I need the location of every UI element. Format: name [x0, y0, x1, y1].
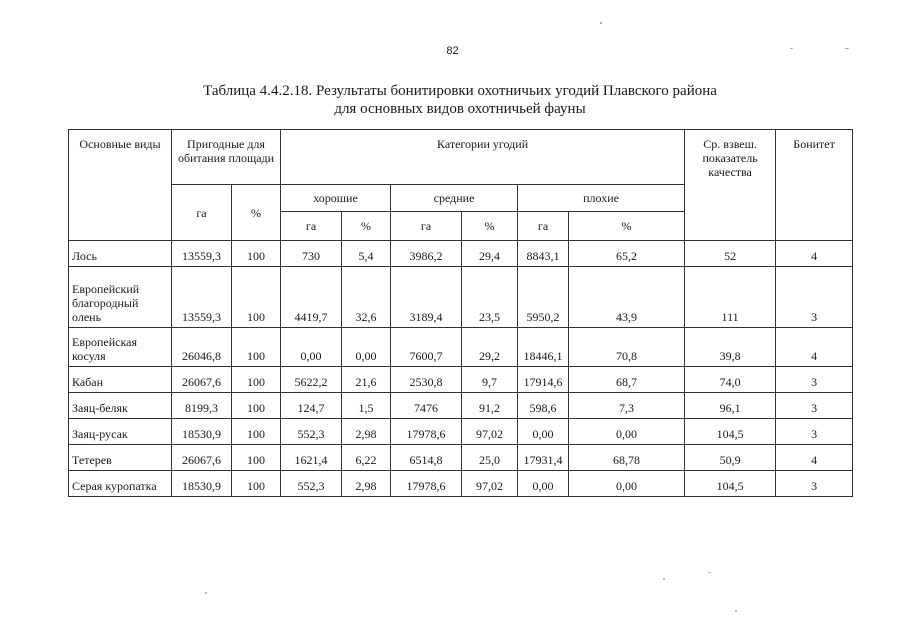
poor-pct-cell: 7,3	[569, 393, 685, 419]
area-pct-cell: 100	[232, 267, 281, 328]
medium-ha-cell: 3986,2	[391, 241, 462, 267]
medium-ha-cell: 2530,8	[391, 367, 462, 393]
table-row	[69, 419, 853, 445]
area-pct-cell: 100	[232, 445, 281, 471]
scan-speck	[600, 22, 602, 24]
scan-speck	[663, 578, 665, 580]
table-caption	[0, 82, 905, 118]
good-pct-cell: 1,5	[342, 393, 391, 419]
bonitet-cell: 3	[776, 367, 853, 393]
header-species: Основные виды	[69, 130, 172, 241]
medium-ha-cell: 3189,4	[391, 267, 462, 328]
poor-pct-cell: 68,78	[569, 445, 685, 471]
area-ha-cell: 18530,9	[172, 419, 232, 445]
quality-cell: 74,0	[685, 367, 776, 393]
medium-pct-cell: 29,4	[462, 241, 518, 267]
medium-pct-cell: 97,02	[462, 419, 518, 445]
area-ha-cell: 8199,3	[172, 393, 232, 419]
medium-ha-cell: 7600,7	[391, 328, 462, 367]
medium-pct-cell: 9,7	[462, 367, 518, 393]
table-row	[69, 445, 853, 471]
medium-ha-cell: 17978,6	[391, 471, 462, 497]
header-good-pct: %	[342, 212, 391, 241]
header-medium: средние	[391, 185, 518, 212]
quality-cell: 50,9	[685, 445, 776, 471]
species-cell: Европейский благородный олень	[69, 267, 172, 328]
area-ha-cell: 26067,6	[172, 445, 232, 471]
medium-pct-cell: 29,2	[462, 328, 518, 367]
header-good: хорошие	[281, 185, 391, 212]
quality-cell: 104,5	[685, 419, 776, 445]
table-row	[69, 393, 853, 419]
header-suitable-area: Пригодные для обитания площади	[172, 130, 281, 185]
area-pct-cell: 100	[232, 471, 281, 497]
scan-speck	[790, 48, 793, 49]
header-medium-pct: %	[462, 212, 518, 241]
header-poor-ha: га	[518, 212, 569, 241]
header-area-pct: %	[232, 185, 281, 241]
medium-pct-cell: 25,0	[462, 445, 518, 471]
area-ha-cell: 13559,3	[172, 241, 232, 267]
species-cell: Лось	[69, 241, 172, 267]
good-pct-cell: 0,00	[342, 328, 391, 367]
bonitet-cell: 3	[776, 471, 853, 497]
poor-ha-cell: 0,00	[518, 419, 569, 445]
poor-ha-cell: 0,00	[518, 471, 569, 497]
medium-pct-cell: 91,2	[462, 393, 518, 419]
page-number: 82	[446, 45, 459, 57]
good-pct-cell: 2,98	[342, 471, 391, 497]
header-row-1	[69, 130, 853, 185]
area-ha-cell: 26046,8	[172, 328, 232, 367]
poor-pct-cell: 0,00	[569, 419, 685, 445]
area-pct-cell: 100	[232, 393, 281, 419]
header-poor: плохие	[518, 185, 685, 212]
bonitet-table	[68, 129, 853, 497]
header-good-ha: га	[281, 212, 342, 241]
poor-ha-cell: 8843,1	[518, 241, 569, 267]
poor-ha-cell: 18446,1	[518, 328, 569, 367]
header-medium-ha: га	[391, 212, 462, 241]
poor-ha-cell: 5950,2	[518, 267, 569, 328]
caption-line-2: для основных видов охотничьей фауны	[334, 101, 586, 117]
bonitet-cell: 4	[776, 241, 853, 267]
poor-pct-cell: 68,7	[569, 367, 685, 393]
species-cell: Серая куропатка	[69, 471, 172, 497]
good-pct-cell: 2,98	[342, 419, 391, 445]
poor-ha-cell: 17931,4	[518, 445, 569, 471]
area-ha-cell: 26067,6	[172, 367, 232, 393]
species-cell: Тетерев	[69, 445, 172, 471]
scan-speck	[845, 48, 849, 49]
good-ha-cell: 5622,2	[281, 367, 342, 393]
medium-ha-cell: 7476	[391, 393, 462, 419]
bonitet-cell: 3	[776, 393, 853, 419]
table-row	[69, 328, 853, 367]
good-ha-cell: 1621,4	[281, 445, 342, 471]
bonitet-cell: 3	[776, 267, 853, 328]
poor-pct-cell: 0,00	[569, 471, 685, 497]
quality-cell: 96,1	[685, 393, 776, 419]
medium-pct-cell: 23,5	[462, 267, 518, 328]
good-ha-cell: 0,00	[281, 328, 342, 367]
poor-ha-cell: 598,6	[518, 393, 569, 419]
bonitet-cell: 3	[776, 419, 853, 445]
scan-speck	[708, 572, 711, 573]
table-row	[69, 367, 853, 393]
medium-ha-cell: 6514,8	[391, 445, 462, 471]
area-ha-cell: 13559,3	[172, 267, 232, 328]
area-ha-cell: 18530,9	[172, 471, 232, 497]
table-row	[69, 471, 853, 497]
species-cell: Заяц-беляк	[69, 393, 172, 419]
poor-pct-cell: 43,9	[569, 267, 685, 328]
good-pct-cell: 21,6	[342, 367, 391, 393]
header-avg-quality: Ср. взвеш. показатель качества	[685, 130, 776, 241]
caption-line-1: Таблица 4.4.2.18. Результаты бонитировки охотничьих угодий Плавского района	[203, 83, 717, 99]
header-poor-pct: %	[569, 212, 685, 241]
quality-cell: 104,5	[685, 471, 776, 497]
medium-pct-cell: 97,02	[462, 471, 518, 497]
quality-cell: 52	[685, 241, 776, 267]
species-cell: Европейская косуля	[69, 328, 172, 367]
table-row	[69, 241, 853, 267]
good-ha-cell: 552,3	[281, 471, 342, 497]
bonitet-cell: 4	[776, 445, 853, 471]
good-pct-cell: 6,22	[342, 445, 391, 471]
good-ha-cell: 730	[281, 241, 342, 267]
good-ha-cell: 124,7	[281, 393, 342, 419]
table-row	[69, 267, 853, 328]
poor-pct-cell: 65,2	[569, 241, 685, 267]
good-pct-cell: 32,6	[342, 267, 391, 328]
good-pct-cell: 5,4	[342, 241, 391, 267]
species-cell: Заяц-русак	[69, 419, 172, 445]
scan-speck	[205, 592, 207, 594]
good-ha-cell: 552,3	[281, 419, 342, 445]
area-pct-cell: 100	[232, 419, 281, 445]
poor-pct-cell: 70,8	[569, 328, 685, 367]
poor-ha-cell: 17914,6	[518, 367, 569, 393]
good-ha-cell: 4419,7	[281, 267, 342, 328]
species-cell: Кабан	[69, 367, 172, 393]
area-pct-cell: 100	[232, 241, 281, 267]
quality-cell: 39,8	[685, 328, 776, 367]
header-area-ha: га	[172, 185, 232, 241]
header-categories: Категории угодий	[281, 130, 685, 185]
header-bonitet: Бонитет	[776, 130, 853, 241]
area-pct-cell: 100	[232, 328, 281, 367]
medium-ha-cell: 17978,6	[391, 419, 462, 445]
quality-cell: 111	[685, 267, 776, 328]
scan-speck	[735, 610, 737, 612]
area-pct-cell: 100	[232, 367, 281, 393]
bonitet-cell: 4	[776, 328, 853, 367]
